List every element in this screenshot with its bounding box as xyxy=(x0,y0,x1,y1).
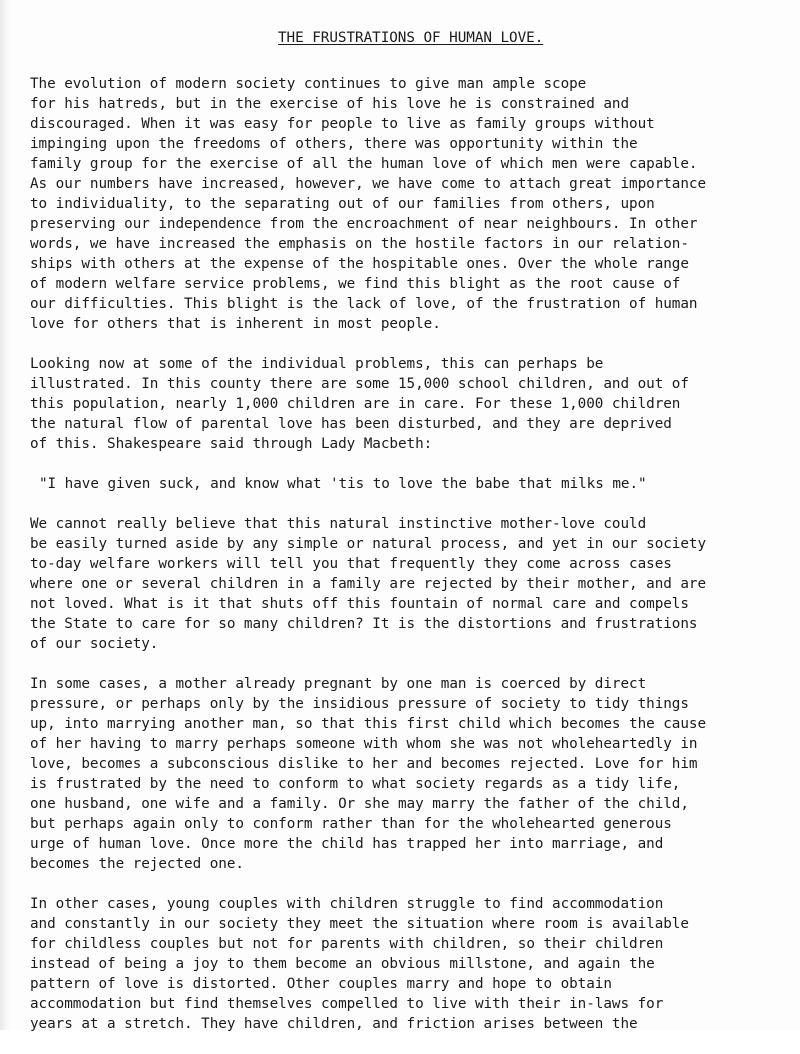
paragraph-coerced-marriage: In some cases, a mother already pregnant by one man is coerced by direct pressure, or perhaps only by the insidious pressure of society to tidy things up, into marrying another man, so that this first child which becomes the cause of her having to marry perhaps someone with whom she was not wholeheartedly in love, becomes a subconscious dislike to her and becomes rejected. Love for him is frustrated by the need to conform to what society regards as a tidy life, one husband, one wife and a family. Or she may marry the father of the child, but perhaps again only to conform rather than for the wholehearted generous urge of human love. Once more the child has trapped her into marriage, and becomes the rejected one. xyxy=(30,676,707,872)
paragraph-accommodation: In other cases, young couples with children struggle to find accommodation and constantly in our society they meet the situation where room is available for childless couples but not for parents with children, so their children instead of being a joy to them become an obvious millstone, and again the pattern of love is distorted. Other couples marry and hope to obtain accommodation but find themselves compelled to live with their in-laws for years at a stretch. They have children, and friction arises between the xyxy=(30,896,689,1032)
shakespeare-quote: "I have given suck, and know what 'tis to love the babe that milks me." xyxy=(39,476,647,492)
document-title: THE FRUSTRATIONS OF HUMAN LOVE. xyxy=(278,30,544,46)
scan-edge-shadow xyxy=(0,0,10,1030)
paragraph-mother-love: We cannot really believe that this natural instinctive mother-love could be easily turned aside by any simple or natural process, and yet in our society to-day welfare workers will tell you that frequently they come across cases where one or several children in a family are rejected by their mother, and are not loved. What is it that shuts off this fountain of normal care and compels the State to care for so many children? It is the distortions and frustrations of our society. xyxy=(30,516,707,652)
document-body xyxy=(30,28,790,1054)
paragraph-evolution-of-society: The evolution of modern society continues to give man ample scope for his hatreds, but in the exercise of his love he is constrained and discouraged. When it was easy for people to live as family groups without impinging upon the freedoms of others, there was opportunity within the family group for the exercise of all the human love of which men were capable. As our numbers have increased, however, we have come to attach great importance to individuality, to the separating out of our families from others, upon preserving our independence from the encroachment of near neighbours. In other words, we have increased the emphasis on the hostile factors in our relation- ships with others at the expense of the hospitable ones. Over the whole range of modern welfare service problems, we find this blight as the root cause of our difficulties. This blight is the lack of love, of the frustration of human love for others that is inherent in most people. xyxy=(30,76,707,332)
paragraph-individual-problems: Looking now at some of the individual problems, this can perhaps be illustrated. In this county there are some 15,000 school children, and out of this population, nearly 1,000 children are in care. For these 1,000 children the natural flow of parental love has been disturbed, and they are deprived of this. Shakespeare said through Lady Macbeth: xyxy=(30,356,689,452)
